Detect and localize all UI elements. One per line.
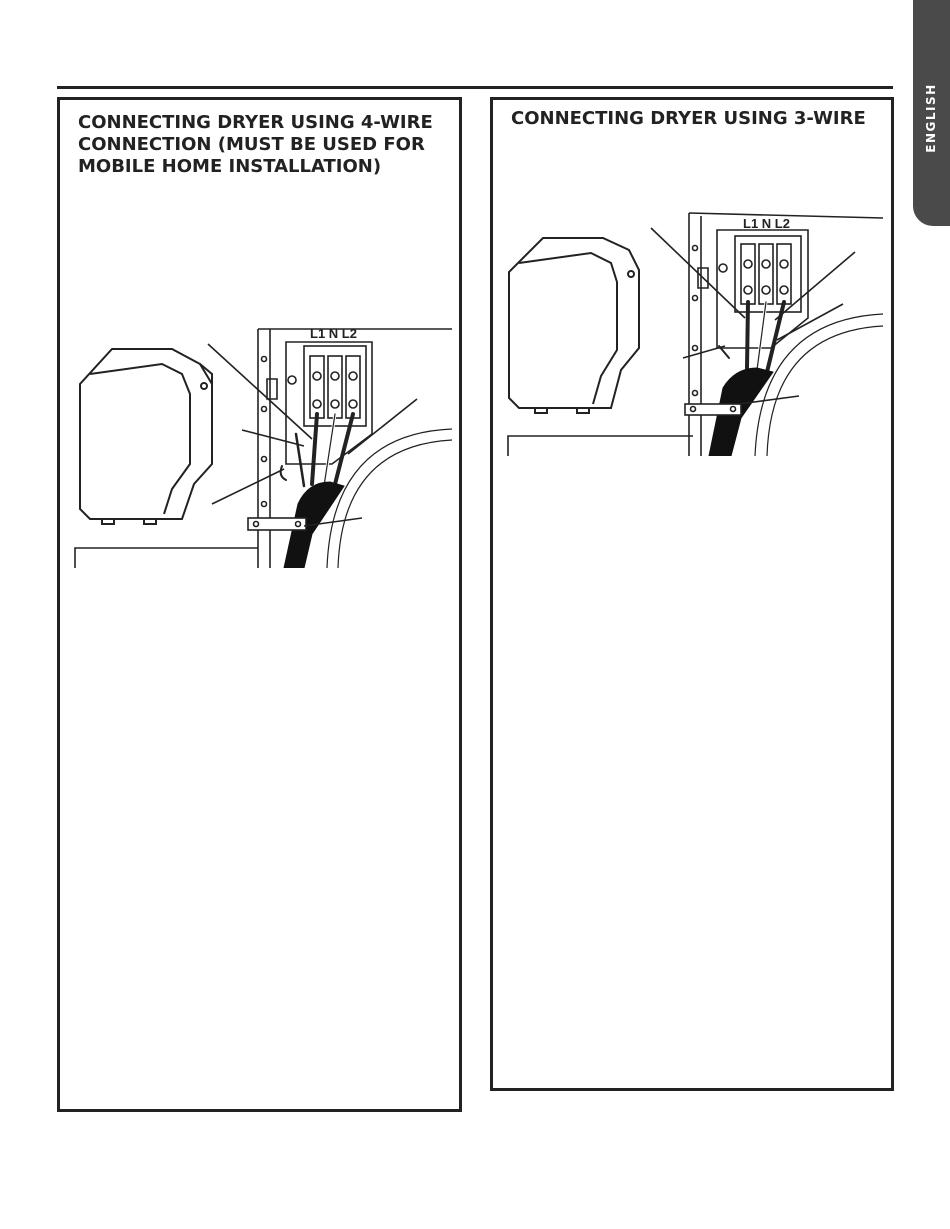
panel-4-wire	[57, 97, 462, 1112]
4-wire-diagram-svg	[72, 314, 452, 568]
language-tab-label: ENGLISH	[924, 83, 938, 153]
4-wire-diagram	[72, 314, 452, 568]
3-wire-diagram-svg	[503, 208, 883, 456]
panel-3-wire	[490, 97, 894, 1091]
terminal-block	[719, 236, 801, 312]
strain-relief	[685, 404, 741, 415]
panel-3-wire-title: CONNECTING DRYER USING 3-WIRE	[511, 108, 866, 129]
terminal-cover-illustration	[80, 349, 212, 524]
strain-relief	[248, 518, 306, 530]
panel-4-wire-title: CONNECTING DRYER USING 4-WIRE CONNECTION (MUST BE USED FOR MOBILE HOME INSTALLATION)	[78, 112, 433, 177]
terminal-labels: L1 N L2	[310, 326, 357, 341]
language-tab[interactable]	[913, 0, 950, 226]
header-rule	[57, 86, 893, 89]
callout-lines	[508, 228, 855, 456]
3-wire-diagram	[503, 208, 883, 456]
terminal-cover-illustration	[509, 238, 639, 413]
terminal-labels: L1 N L2	[743, 216, 790, 231]
power-cord-wires	[281, 414, 353, 488]
